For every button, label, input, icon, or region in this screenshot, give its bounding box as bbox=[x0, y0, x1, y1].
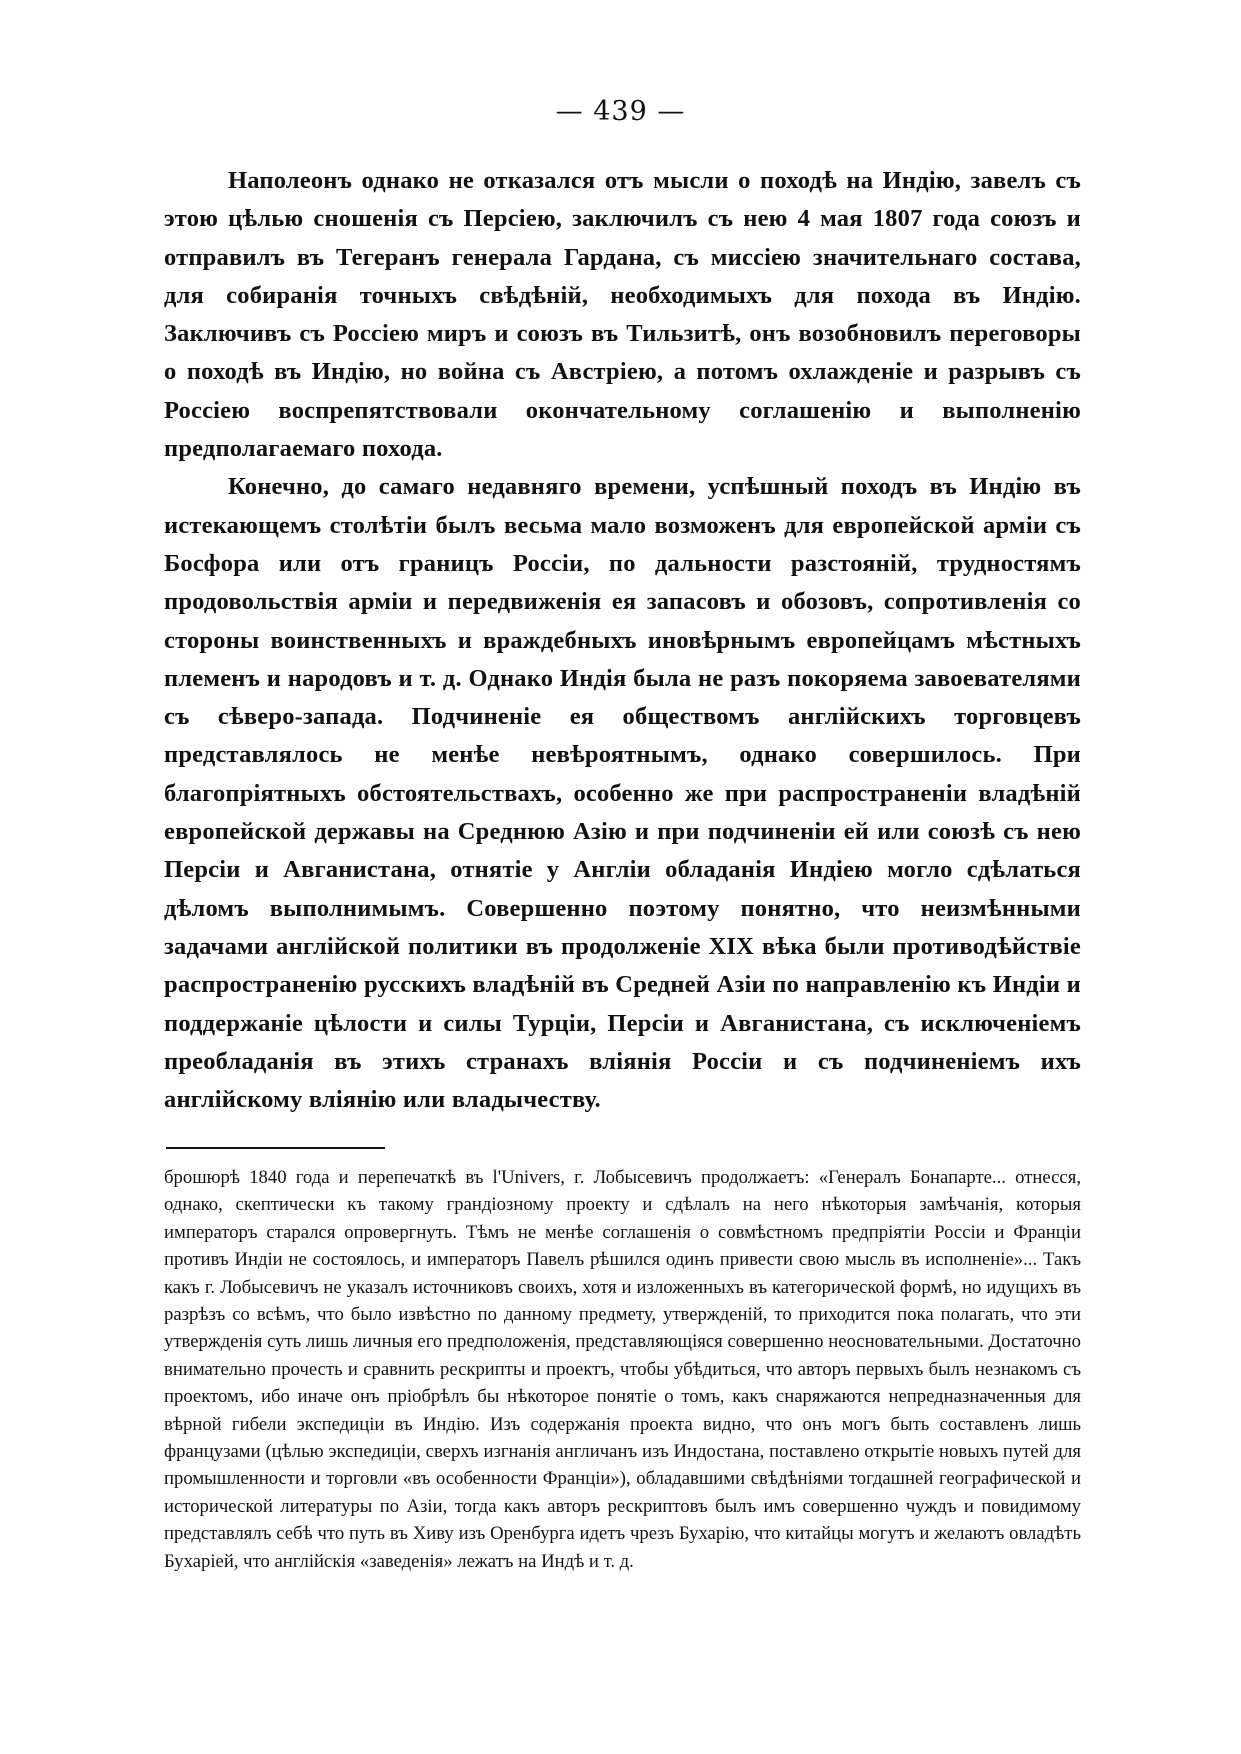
paragraph-1: Наполеонъ однако не отказался отъ мысли о походѣ на Индію, завелъ съ этою цѣлью сношенія съ Персіею, заключилъ съ нею 4 мая 1807 года союзъ и отправилъ въ Тегеранъ генерала Гардана, съ миссіею значительнаго состава, для собиранія точныхъ свѣдѣній, необходимыхъ для похода въ Индію. Заключивъ съ Россіею миръ и союзъ въ Тильзитѣ, онъ возобновилъ переговоры о походѣ въ Индію, но война съ Австріею, а потомъ охлажденіе и разрывъ съ Россіею воспрепятствовали окончательному соглашенію и выполненію предполагаемаго похода. bbox=[164, 167, 1081, 463]
footnote: брошюрѣ 1840 года и перепечаткѣ въ l'Univers, г. Лобысевичъ продолжаетъ: «Генералъ Бонапарте... отнесся, однако, скептически къ такому грандіозному проекту и сдѣлалъ на него нѣкоторыя замѣчанія, которыя императоръ старался опровергнуть. Тѣмъ не менѣе соглашенія о совмѣстномъ предпріятіи Россіи и Франціи противъ Индіи не состоялось, и императоръ Павелъ рѣшился одинъ привести свою мысль въ исполненіе»... Такъ какъ г. Лобысевичъ не указалъ источниковъ своихъ, хотя и изложенныхъ въ категорической формѣ, но идущихъ въ разрѣзъ со всѣмъ, что было извѣстно по данному предмету, утвержденій, то приходится пока полагать, что эти утвержденія суть лишь личныя его предположенія, представляющіяся совершенно неосновательными. Достаточно внимательно прочесть и сравнить рескрипты и проектъ, чтобы убѣдиться, что авторъ первыхъ былъ незнакомъ съ проектомъ, ибо иначе онъ пріобрѣлъ бы нѣкоторое понятіе о томъ, какъ снаряжаются непредназначенныя для вѣрной гибели экспедиціи въ Индію. Изъ содержанія проекта видно, что онъ могъ быть составленъ лишь французами (цѣлью экспедиціи, сверхъ изгнанія англичанъ изъ Индостана, поставлено открытіе новыхъ путей для промышленности и торговли «въ особенности Франціи»), обладавшими свѣдѣніями тогдашней географической и исторической литературы по Азіи, тогда какъ авторъ рескриптовъ былъ имъ совершенно чуждъ и повидимому представлялъ себѣ что путь въ Хиву изъ Оренбурга идетъ чрезъ Бухарію, что китайцы могутъ и желаютъ овладѣть Бухаріей, что англійскія «заведенія» лежатъ на Индѣ и т. д. bbox=[164, 1167, 1081, 1572]
page-number: — 439 — bbox=[555, 96, 686, 127]
footnote-divider bbox=[166, 1147, 385, 1149]
paragraph-2: Конечно, до самаго недавняго времени, успѣшный походъ въ Индію въ истекающемъ столѣтіи былъ весьма мало возможенъ для европейской арміи съ Босфора или отъ границъ Россіи, по дальности разстояній, трудностямъ продовольствія арміи и передвиженія ея запасовъ и обозовъ, сопротивленія со стороны воинственныхъ и враждебныхъ иновѣрнымъ европейцамъ мѣстныхъ племенъ и народовъ и т. д. Однако Индія была не разъ покоряема завоевателями съ сѣверо-запада. Подчиненіе ея обществомъ англійскихъ торговцевъ представлялось не менѣе невѣроятнымъ, однако совершилось. При благопріятныхъ обстоятельствахъ, особенно же при распространеніи владѣній европейской державы на Среднюю Азію и при подчиненіи ей или союзѣ съ нею Персіи и Авганистана, отнятіе у Англіи обладанія Индіею могло сдѣлаться дѣломъ выполнимымъ. Совершенно поэтому понятно, что неизмѣнными задачами англійской политики въ продолженіе XIX вѣка были противодѣйствіе распространенію русскихъ владѣній въ Средней Азіи по направленію къ Индіи и поддержаніе цѣлости и силы Турціи, Персіи и Авганистана, съ исключеніемъ преобладанія въ этихъ странахъ вліянія Россіи и съ подчиненіемъ ихъ англійскому вліянію или владычеству. bbox=[164, 473, 1081, 1114]
main-text bbox=[164, 162, 1081, 1119]
